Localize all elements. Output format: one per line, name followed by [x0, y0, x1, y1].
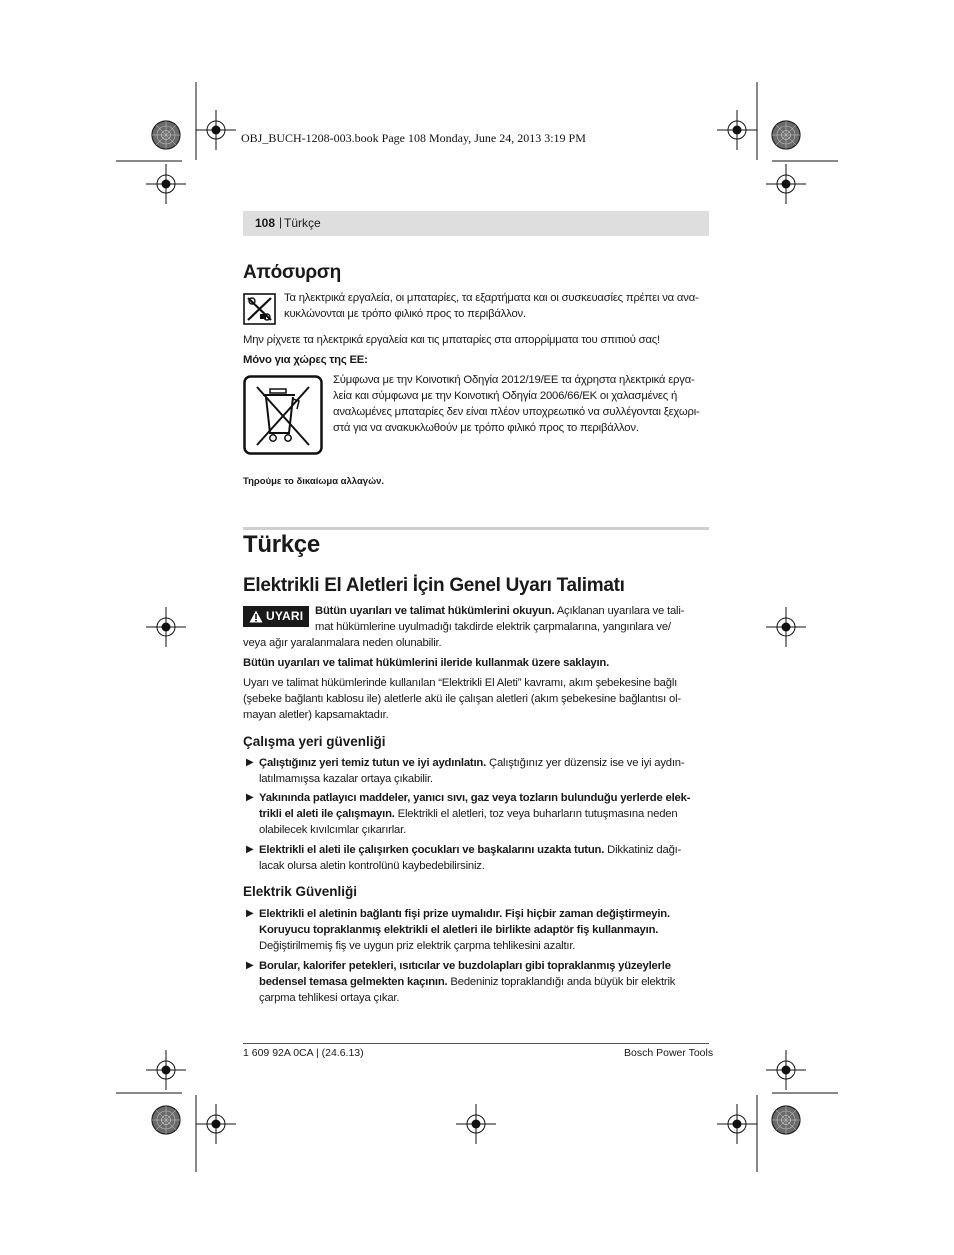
eu-line-1: Σύμφωνα με την Κοινοτική Οδηγία 2012/19/ΕΕ τα άχρηστα ηλεκτρικά εργα-: [333, 374, 695, 386]
warning-triangle-icon: [249, 610, 263, 623]
elec-bullet-2-line-2: [259, 974, 675, 990]
work-bullet-2-line-1: Yakınında patlayıcı maddeler, yanıcı sıvı, gaz veya tozların bulunduğu yerlerde elek-: [259, 792, 691, 804]
page-number: 108: [255, 216, 276, 230]
print-slug-line: OBJ_BUCH-1208-003.book Page 108 Monday, June 24, 2013 3:19 PM: [241, 131, 586, 145]
work-bullet-2-line-3: olabilecek kıvılcımlar çıkarırlar.: [259, 824, 407, 836]
eu-only-label: Μόνο για χώρες της ΕΕ:: [243, 354, 368, 366]
footer-brand: Bosch Power Tools: [624, 1047, 714, 1059]
header-language: Türkçe: [284, 216, 321, 230]
bullet-icon: ▶: [246, 844, 254, 855]
weee-bin-icon: [243, 375, 323, 455]
general-warnings-heading: Elektrikli El Aletleri İçin Genel Uyarı Talimatı: [243, 575, 625, 596]
warning-label: UYARI: [266, 609, 304, 623]
work-bullet-2-line-2: [259, 806, 677, 822]
term-line-1: Uyarı ve talimat hükümlerinde kullanılan “Elektrikli El Aleti” kavramı, akım şebekesine bağlı: [243, 677, 678, 689]
elec-bullet-2-line-3: çarpma tehlikesi ortaya çıkar.: [259, 992, 400, 1004]
section-divider: [243, 527, 709, 530]
warning-line-2: mat hükümlerine uyulmadığı takdirde elektrik çarpmalarına, yangınlara ve/: [315, 621, 671, 633]
work-bullet-3-line-2: lacak olursa aletin kontrolünü kaybedebilirsiniz.: [259, 860, 485, 872]
eu-line-4: στά για να ανακυκλωθούν με τρόπο φιλικό προς το περιβάλλον.: [333, 422, 639, 434]
work-bullet-1-line-2: latılmamışsa kazalar ortaya çıkabilir.: [259, 773, 433, 785]
elec-bullet-2-rest: Bedeniniz topraklandığı anda büyük bir elektrik: [447, 976, 676, 988]
term-line-3: mayan aletler) kapsamaktadır.: [243, 709, 389, 721]
recycle-tools-icon: [243, 293, 276, 325]
elec-bullet-1-line-3: Değiştirilmemiş fiş ve uygun priz elektrik çarpma tehlikesini azaltır.: [259, 940, 576, 952]
elec-bullet-2-bold: bedensel temasa gelmekten kaçının.: [259, 976, 448, 988]
bullet-icon: ▶: [246, 908, 254, 919]
bullet-icon: ▶: [246, 960, 254, 971]
warning-line-3: veya ağır yaralanmalara neden olunabilir.: [243, 637, 442, 649]
keep-instructions: Bütün uyarıları ve talimat hükümlerini ileride kullanmak üzere saklayın.: [243, 657, 610, 669]
elec-bullet-1-line-2: Koruyucu topraklanmış elektrikli el aletleri ile birlikte adaptör fiş kullanmayın.: [259, 924, 659, 936]
work-bullet-1-bold: Çalıştığınız yeri temiz tutun ve iyi aydınlatın.: [259, 757, 487, 769]
page-header-bar: [243, 211, 709, 236]
warning-badge: [243, 606, 309, 627]
eu-line-3: αναλωμένες μπαταρίες δεν είναι πλέον υποχρεωτικό να συλλέγονται ξεχωρι-: [333, 406, 700, 418]
eu-line-2: λεία και σύμφωνα με την Κοινοτική Οδηγία 2006/66/ΕΚ οι χαλασμένες ή: [333, 390, 678, 402]
footer-rule: [243, 1043, 709, 1044]
work-bullet-2-bold: trikli el aleti ile çalışmayın.: [259, 808, 395, 820]
bullet-icon: ▶: [246, 757, 254, 768]
work-bullet-1-rest: Çalıştığınız yer düzensiz ise ve iyi aydın-: [486, 757, 685, 769]
recycle-line-2: κυκλώνονται με τρόπο φιλικό προς το περιβάλλον.: [284, 308, 526, 320]
header-separator: |: [279, 215, 283, 229]
work-area-heading: Çalışma yeri güvenliği: [243, 734, 386, 749]
work-bullet-3-line-1: [259, 842, 681, 858]
work-bullet-1-line-1: [259, 755, 684, 771]
term-line-2: (şebeke bağlantı kablosu ile) aletlerle akü ile çalışan aletleri (akım şebekesine bağlantısı ol-: [243, 693, 681, 705]
recycle-line-1: Τα ηλεκτρικά εργαλεία, οι μπαταρίες, τα εξαρτήματα και οι συσκευασίες πρέπει να ανα-: [284, 292, 699, 304]
warning-bold: Bütün uyarıları ve talimat hükümlerini okuyun.: [315, 605, 555, 617]
bullet-icon: ▶: [246, 792, 254, 803]
warning-rest: Açıklanan uyarılara ve tali-: [554, 605, 685, 617]
elec-bullet-2-line-1: Borular, kalorifer petekleri, ısıtıcılar ve buzdolapları gibi topraklanmış yüzeylerle: [259, 960, 671, 972]
work-bullet-2-rest: Elektrikli el aletleri, toz veya buharların tutuşmasına neden: [394, 808, 678, 820]
electrical-safety-heading: Elektrik Güvenliği: [243, 884, 358, 899]
rights-reserved-note: Τηρούμε το δικαίωμα αλλαγών.: [243, 476, 385, 487]
work-bullet-3-bold: Elektrikli el aleti ile çalışırken çocukları ve başkalarını uzakta tutun.: [259, 844, 605, 856]
warning-line-1: [315, 603, 684, 619]
work-bullet-3-rest: Dikkatiniz dağı-: [604, 844, 682, 856]
greek-household-warning: Μην ρίχνετε τα ηλεκτρικά εργαλεία και τις μπαταρίες στα απορρίμματα του σπιτιού σας!: [243, 334, 660, 346]
elec-bullet-1-line-1: Elektrikli el aletinin bağlantı fişi prize uymalıdır. Fişi hiçbir zaman değiştirmeyin.: [259, 908, 670, 920]
greek-disposal-heading: Απόσυρση: [243, 262, 341, 283]
footer-doc-id: 1 609 92A 0CA | (24.6.13): [243, 1047, 364, 1059]
turkish-section-title: Türkçe: [243, 531, 320, 558]
